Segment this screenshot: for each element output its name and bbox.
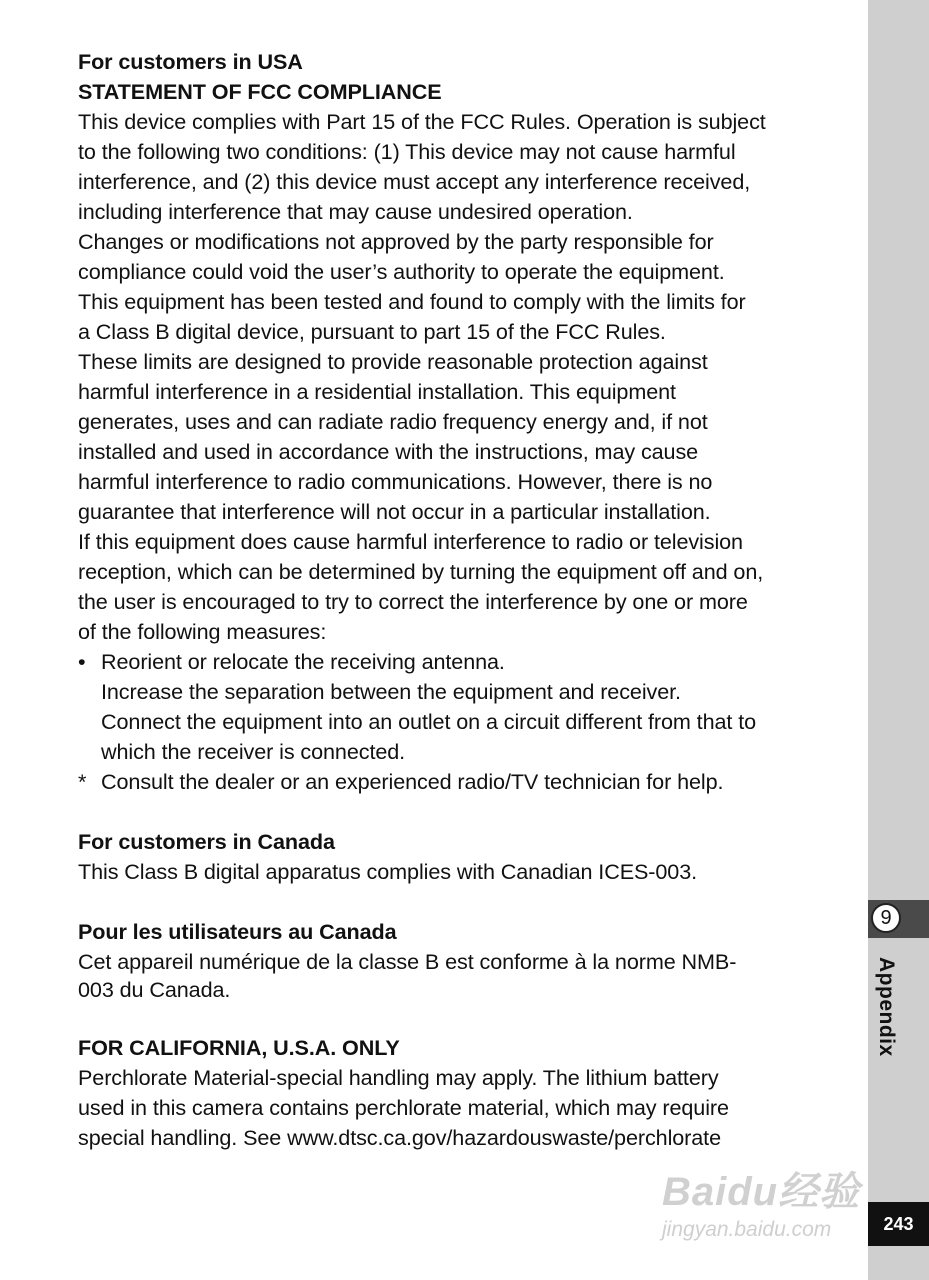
body-line: installed and used in accordance with the instructions, may cause (78, 439, 699, 464)
body-line: generates, uses and can radiate radio frequency energy and, if not (78, 409, 708, 434)
california-heading: FOR CALIFORNIA, U.S.A. ONLY (78, 1035, 400, 1060)
chapter-label: Appendix (875, 957, 898, 1057)
canada-heading: For customers in Canada (78, 829, 335, 854)
bullet-mark: • (78, 649, 86, 674)
footnote-item (78, 767, 853, 797)
bullet-text: Reorient or relocate the receiving antenna. (101, 649, 505, 674)
body-line: harmful interference in a residential installation. This equipment (78, 379, 676, 404)
bullet-continuation: Connect the equipment into an outlet on a circuit different from that to (101, 709, 757, 734)
canada-fr-heading: Pour les utilisateurs au Canada (78, 919, 397, 944)
body-line: to the following two conditions: (1) This device may not cause harmful (78, 139, 736, 164)
chapter-sidebar (868, 0, 929, 1280)
body-line: guarantee that interference will not occur in a particular installation. (78, 499, 711, 524)
chapter-number: 9 (871, 903, 901, 933)
body-line: These limits are designed to provide reasonable protection against (78, 349, 708, 374)
body-line: a Class B digital device, pursuant to part 15 of the FCC Rules. (78, 319, 666, 344)
canada-fr-text: 003 du Canada. (78, 977, 231, 1002)
canada-text: This Class B digital apparatus complies with Canadian ICES-003. (78, 859, 698, 884)
body-line: including interference that may cause undesired operation. (78, 199, 633, 224)
body-line: interference, and (2) this device must accept any interference received, (78, 169, 751, 194)
bullet-continuation: which the receiver is connected. (101, 739, 406, 764)
california-text: used in this camera contains perchlorate material, which may require (78, 1095, 729, 1120)
body-line: the user is encouraged to try to correct the interference by one or more (78, 589, 748, 614)
body-line: If this equipment does cause harmful interference to radio or television (78, 529, 743, 554)
asterisk-mark: * (78, 769, 87, 794)
fcc-statement-heading: STATEMENT OF FCC COMPLIANCE (78, 79, 442, 104)
california-text: Perchlorate Material-special handling may apply. The lithium battery (78, 1065, 719, 1090)
watermark (662, 1140, 868, 1250)
body-line: Changes or modifications not approved by the party responsible for (78, 229, 714, 254)
body-line: compliance could void the user’s authority to operate the equipment. (78, 259, 725, 284)
california-text: special handling. See www.dtsc.ca.gov/hazardouswaste/perchlorate (78, 1125, 721, 1150)
bullet-item (78, 647, 853, 677)
bullet-continuation: Increase the separation between the equipment and receiver. (101, 679, 681, 704)
canada-fr-text: Cet appareil numérique de la classe B est conforme à la norme NMB- (78, 949, 737, 974)
watermark-logo: Baidu经验 (662, 1170, 861, 1214)
body-line: This equipment has been tested and found to comply with the limits for (78, 289, 746, 314)
usa-heading: For customers in USA (78, 49, 303, 74)
page-number: 243 (868, 1202, 929, 1246)
watermark-url: jingyan.baidu.com (662, 1218, 832, 1241)
body-line: This device complies with Part 15 of the FCC Rules. Operation is subject (78, 109, 766, 134)
footnote-text: Consult the dealer or an experienced radio/TV technician for help. (101, 769, 724, 794)
page-content (78, 47, 853, 1153)
body-line: reception, which can be determined by turning the equipment off and on, (78, 559, 764, 584)
body-line: harmful interference to radio communications. However, there is no (78, 469, 713, 494)
body-line: of the following measures: (78, 619, 327, 644)
